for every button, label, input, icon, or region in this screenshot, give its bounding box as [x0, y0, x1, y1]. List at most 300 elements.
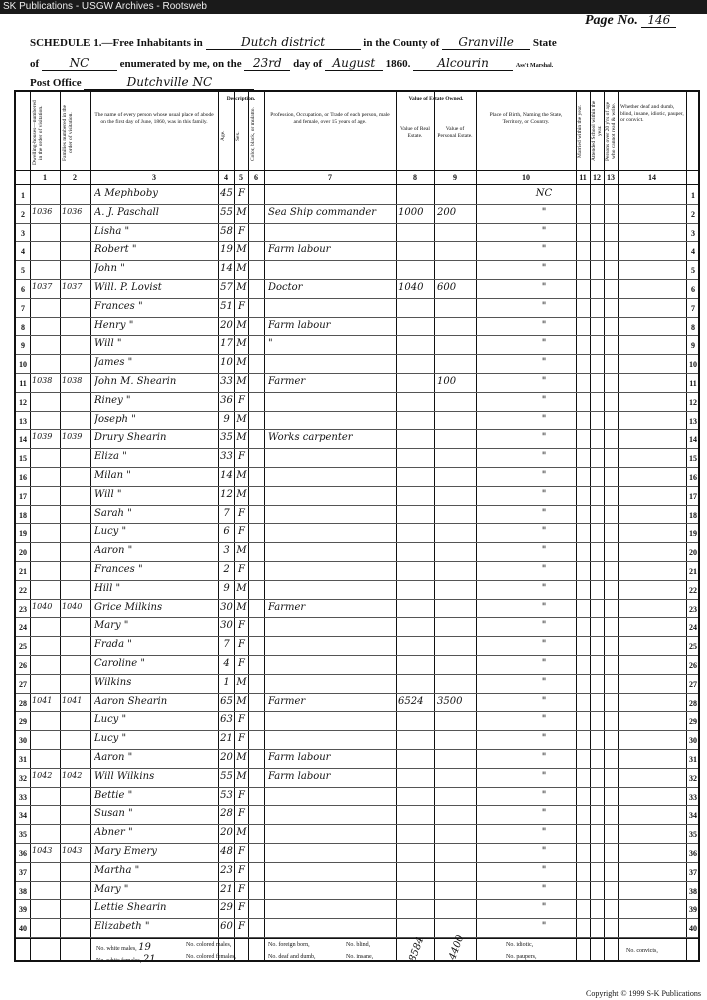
marshal-name: Alcourin — [413, 56, 513, 71]
page-label: Page No. — [585, 13, 638, 28]
family-number: 1040 — [62, 601, 83, 611]
line-number-right: 6 — [691, 285, 695, 294]
person-sex: F — [238, 714, 245, 726]
person-sex: M — [236, 432, 247, 444]
person-name: John " — [94, 263, 125, 275]
marshal-label: Ass't Marshal. — [515, 63, 554, 69]
line-number-right: 15 — [689, 454, 697, 464]
line-number-left: 22 — [19, 585, 27, 595]
person-sex: F — [238, 526, 245, 538]
person-age: 2 — [223, 564, 230, 575]
table-row — [16, 637, 698, 656]
person-name: Bettie " — [94, 789, 133, 801]
line-number-right: 13 — [689, 416, 697, 426]
person-sex: F — [238, 733, 245, 745]
table-row — [16, 224, 698, 243]
family-number: 1043 — [62, 846, 83, 855]
person-sex: M — [236, 752, 247, 763]
person-age: 14 — [220, 470, 233, 481]
person-name: A Mephboby — [94, 188, 158, 199]
birthplace: " — [541, 300, 547, 312]
person-sex: M — [236, 263, 247, 275]
line-number-left: 10 — [19, 360, 27, 370]
person-sex: M — [236, 545, 247, 557]
person-sex: F — [238, 808, 245, 820]
enumeration-line — [30, 56, 553, 71]
line-number-left: 13 — [19, 416, 27, 426]
white-males-label: No. white males, — [96, 946, 137, 952]
line-number-left: 17 — [19, 491, 27, 501]
white-females-value: 21 — [142, 954, 156, 965]
table-row — [16, 825, 698, 844]
table-row — [16, 543, 698, 562]
person-age: 1 — [223, 676, 230, 688]
birthplace: " — [541, 658, 547, 669]
header-school: Attended School within the year. — [591, 100, 603, 162]
line-number-right: 27 — [689, 679, 697, 689]
birthplace: " — [541, 789, 547, 801]
person-age: 30 — [220, 620, 233, 632]
line-number-left: 32 — [19, 773, 27, 783]
dwelling-number: 1043 — [32, 846, 53, 855]
copyright-notice: Copyright © 1999 S-K Publications — [586, 989, 701, 998]
header-personal-estate: Value of Personal Estate. — [437, 126, 473, 139]
line-number-right: 24 — [689, 623, 697, 633]
person-name: Lucy " — [94, 526, 127, 538]
line-number-left: 25 — [19, 642, 27, 652]
person-sex: M — [236, 695, 247, 707]
personal-estate-value: 100 — [437, 376, 457, 387]
person-age: 4 — [223, 658, 230, 669]
person-sex: M — [236, 488, 247, 500]
person-name: Susan " — [94, 808, 133, 820]
header-condition: Whether deaf and dumb, blind, insane, idiotic, pauper, or convict. — [620, 104, 684, 123]
schedule-label: SCHEDULE 1.—Free Inhabitants in — [30, 37, 203, 49]
birthplace: " — [541, 282, 547, 293]
state-value: NC — [42, 56, 117, 71]
person-age: 3 — [223, 545, 230, 557]
birthplace: " — [541, 639, 547, 651]
paupers-label: No. paupers, — [506, 954, 537, 960]
line-number-right: 4 — [691, 247, 695, 257]
person-age: 12 — [220, 488, 233, 500]
white-females-label: No. white females, — [96, 958, 142, 964]
line-number-right: 33 — [689, 792, 697, 802]
col-number: 8 — [413, 173, 417, 182]
person-age: 9 — [223, 413, 230, 425]
person-sex: F — [238, 864, 245, 876]
real-estate-value: 1000 — [398, 206, 424, 218]
person-occupation: Farm labour — [268, 770, 331, 782]
table-row — [16, 355, 698, 374]
total-real-estate: 8584 — [407, 935, 427, 964]
person-age: 9 — [223, 582, 230, 594]
person-age: 33 — [220, 376, 233, 387]
line-number-right: 38 — [689, 886, 697, 896]
person-age: 28 — [220, 808, 233, 820]
family-number: 1037 — [62, 282, 83, 291]
table-row — [16, 412, 698, 431]
person-name: Lucy " — [94, 733, 127, 745]
table-row — [16, 374, 698, 393]
person-name: Lettie Shearin — [94, 902, 167, 914]
line-number-right: 21 — [689, 567, 697, 576]
line-number-right: 1 — [691, 191, 695, 200]
line-number-left: 24 — [19, 623, 27, 633]
line-number-left: 5 — [21, 266, 25, 276]
person-age: 60 — [220, 921, 233, 933]
line-number-left: 6 — [21, 285, 25, 294]
person-name: Mary " — [94, 620, 129, 632]
foreign-born-label: No. foreign born, — [268, 942, 310, 948]
family-number: 1038 — [62, 376, 83, 385]
col-number: 10 — [522, 173, 530, 182]
colored-females-label: No. colored females, — [186, 954, 236, 960]
person-occupation: " — [268, 338, 273, 350]
header-rule — [16, 184, 698, 185]
person-name: Robert " — [94, 244, 137, 256]
birthplace: " — [541, 338, 547, 350]
person-name: Grice Milkins — [94, 601, 163, 613]
person-sex: M — [236, 244, 247, 256]
table-row — [16, 506, 698, 525]
person-name: Sarah " — [94, 507, 132, 519]
post-office-line — [30, 75, 254, 90]
person-occupation: Farm labour — [268, 244, 331, 256]
header-family: Families numbered in the order of visitation. — [62, 104, 74, 162]
person-name: Eliza " — [94, 451, 127, 463]
person-sex: F — [238, 507, 245, 519]
person-name: Milan " — [94, 470, 131, 481]
of-label: of — [30, 58, 40, 70]
line-number-right: 32 — [689, 773, 697, 783]
person-name: Martha " — [94, 864, 140, 876]
line-number-right: 25 — [689, 642, 697, 652]
person-sex: M — [236, 582, 247, 594]
line-number-left: 9 — [21, 341, 25, 351]
person-age: 20 — [220, 319, 233, 331]
line-number-left: 35 — [19, 830, 27, 840]
person-name: Will " — [94, 338, 122, 350]
birthplace: " — [541, 902, 547, 914]
idiotic-label: No. idiotic, — [506, 942, 534, 948]
person-age: 7 — [223, 507, 230, 519]
archive-watermark: SK Publications - USGW Archives - Rootsweb — [0, 0, 707, 14]
line-number-left: 8 — [21, 322, 25, 332]
birthplace: " — [541, 432, 547, 444]
header-name: The name of every person whose usual place of abode on the first day of June, 1860, was in this family. — [94, 112, 214, 125]
col-number: 3 — [152, 173, 156, 182]
line-number-right: 20 — [689, 548, 697, 558]
person-sex: F — [238, 564, 245, 575]
table-row — [16, 393, 698, 412]
person-age: 19 — [220, 244, 233, 256]
birthplace: " — [541, 676, 547, 688]
header-rule — [16, 170, 698, 171]
line-number-right: 12 — [689, 397, 697, 407]
line-number-left: 21 — [19, 567, 27, 576]
line-number-left: 3 — [21, 228, 25, 238]
birthplace: " — [541, 263, 547, 275]
person-name: James " — [94, 357, 133, 369]
deaf-dumb-label: No. deaf and dumb, — [268, 954, 316, 960]
line-number-right: 23 — [689, 604, 697, 614]
person-age: 17 — [220, 338, 233, 350]
header-dwelling: Dwelling-houses—numbered in the order of visitation. — [32, 100, 44, 166]
line-number-left: 20 — [19, 548, 27, 558]
birthplace: " — [541, 827, 547, 839]
post-office-value: Dutchville NC — [84, 75, 254, 90]
line-number-right: 30 — [689, 736, 697, 746]
table-row — [16, 863, 698, 882]
line-number-left: 37 — [19, 867, 27, 877]
birthplace: " — [541, 921, 547, 933]
person-name: Joseph " — [94, 413, 136, 425]
header-real-estate: Value of Real Estate. — [400, 126, 430, 139]
person-sex: M — [236, 470, 247, 481]
line-number-right: 18 — [689, 510, 697, 520]
person-name: A. J. Paschall — [94, 206, 159, 218]
line-number-left: 30 — [19, 736, 27, 746]
person-sex: F — [238, 451, 245, 463]
county-label: in the County of — [363, 37, 440, 49]
person-sex: M — [236, 827, 247, 839]
person-sex: F — [238, 902, 245, 914]
birthplace: " — [541, 733, 547, 745]
table-row — [16, 242, 698, 261]
person-age: 36 — [220, 394, 233, 406]
person-name: Hill " — [94, 582, 121, 594]
line-number-right: 29 — [689, 717, 697, 727]
line-number-left: 23 — [19, 604, 27, 614]
table-row — [16, 524, 698, 543]
census-sheet — [14, 90, 700, 965]
person-name: Lucy " — [94, 714, 127, 726]
family-number: 1039 — [62, 432, 83, 442]
person-occupation: Works carpenter — [268, 432, 353, 444]
person-sex: M — [236, 770, 247, 782]
table-row — [16, 900, 698, 919]
birthplace: " — [541, 770, 547, 782]
person-age: 63 — [220, 714, 233, 726]
birthplace: " — [541, 752, 547, 763]
table-row — [16, 712, 698, 731]
line-number-right: 16 — [689, 473, 697, 482]
col-number: 6 — [254, 173, 258, 182]
line-number-right: 3 — [691, 228, 695, 238]
person-sex: M — [236, 338, 247, 350]
birthplace: " — [541, 357, 547, 369]
dwelling-number: 1036 — [32, 206, 53, 216]
birthplace: " — [541, 413, 547, 425]
person-sex: M — [236, 376, 247, 387]
person-occupation: Farmer — [268, 601, 306, 613]
family-number: 1042 — [62, 770, 83, 780]
birthplace: " — [541, 451, 547, 463]
family-number: 1041 — [62, 695, 83, 705]
birthplace: " — [541, 601, 547, 613]
table-row — [16, 844, 698, 863]
table-row — [16, 882, 698, 901]
birthplace: NC — [535, 188, 553, 199]
schedule-line — [30, 35, 557, 50]
table-row — [16, 788, 698, 807]
line-number-right: 28 — [689, 698, 697, 708]
person-name: Will. P. Lovist — [94, 282, 162, 293]
person-name: Frada " — [94, 639, 132, 651]
year-label: 1860. — [385, 58, 411, 70]
header-birthplace: Place of Birth, Naming the State, Territory, or Country. — [489, 112, 563, 125]
birthplace: " — [541, 545, 547, 557]
person-name: Mary " — [94, 883, 129, 895]
line-number-left: 27 — [19, 679, 27, 689]
person-age: 57 — [220, 282, 233, 293]
person-name: Caroline " — [94, 658, 145, 669]
line-number-left: 12 — [19, 397, 27, 407]
person-occupation: Doctor — [268, 282, 303, 293]
line-number-right: 40 — [689, 924, 697, 934]
page-number-block — [585, 13, 676, 29]
table-row — [16, 919, 698, 938]
person-age: 23 — [220, 864, 233, 876]
birthplace: " — [541, 526, 547, 538]
col-number: 7 — [328, 173, 332, 182]
person-age: 21 — [220, 733, 233, 745]
white-males — [96, 942, 151, 953]
person-sex: M — [236, 319, 247, 331]
personal-estate-value: 600 — [437, 282, 457, 293]
col-number: 5 — [239, 173, 243, 182]
person-occupation: Farmer — [268, 695, 306, 707]
person-age: 65 — [220, 695, 233, 707]
person-age: 21 — [220, 883, 233, 895]
table-row — [16, 280, 698, 299]
person-age: 29 — [220, 902, 233, 914]
real-estate-value: 1040 — [398, 282, 424, 293]
header-estate: Value of Estate Owned. — [408, 96, 464, 102]
col-number: 14 — [648, 173, 656, 182]
col-number: 4 — [224, 173, 228, 182]
header-description: Description. — [226, 96, 256, 102]
post-office-label: Post Office — [30, 77, 82, 89]
person-name: Will " — [94, 488, 122, 500]
line-number-left: 11 — [19, 379, 27, 388]
table-row — [16, 468, 698, 487]
table-row — [16, 618, 698, 637]
family-number: 1036 — [62, 206, 83, 216]
line-number-right: 36 — [689, 849, 697, 858]
person-age: 33 — [220, 451, 233, 463]
line-number-left: 34 — [19, 811, 27, 821]
line-number-left: 29 — [19, 717, 27, 727]
person-age: 6 — [223, 526, 230, 538]
person-sex: F — [238, 394, 245, 406]
header-married: Married within the year. — [577, 104, 583, 158]
birthplace: " — [541, 225, 547, 237]
dwelling-number: 1042 — [32, 770, 53, 780]
person-name: Elizabeth " — [94, 921, 150, 933]
line-number-left: 2 — [21, 209, 25, 219]
person-sex: F — [238, 883, 245, 895]
birthplace: " — [541, 488, 547, 500]
person-name: Will Wilkins — [94, 770, 155, 782]
table-row — [16, 449, 698, 468]
line-number-right: 34 — [689, 811, 697, 821]
col-number: 1 — [43, 173, 47, 182]
dwelling-number: 1037 — [32, 282, 53, 291]
table-row — [16, 769, 698, 788]
person-sex: M — [236, 282, 247, 293]
table-row — [16, 581, 698, 600]
line-number-left: 16 — [19, 473, 27, 482]
line-number-left: 26 — [19, 661, 27, 670]
col-number: 11 — [579, 173, 587, 182]
line-number-left: 40 — [19, 924, 27, 934]
person-age: 14 — [220, 263, 233, 275]
white-males-value: 19 — [138, 942, 151, 953]
person-occupation: Sea Ship commander — [268, 206, 377, 218]
line-number-left: 1 — [21, 191, 25, 200]
header-sex: Sex. — [235, 131, 241, 141]
personal-estate-value: 200 — [437, 206, 457, 218]
birthplace: " — [541, 319, 547, 331]
person-sex: F — [238, 188, 245, 199]
line-number-right: 11 — [689, 379, 697, 388]
header-age: Age. — [220, 130, 226, 142]
col-number: 12 — [593, 173, 601, 182]
line-number-right: 8 — [691, 322, 695, 332]
person-name: Riney " — [94, 394, 131, 406]
month-value: August — [325, 56, 383, 71]
dwelling-number: 1040 — [32, 601, 53, 611]
line-number-right: 37 — [689, 867, 697, 877]
line-number-left: 36 — [19, 849, 27, 858]
person-sex: F — [238, 658, 245, 669]
person-age: 20 — [220, 752, 233, 763]
dwelling-number: 1039 — [32, 432, 53, 442]
dwelling-number: 1041 — [32, 695, 53, 705]
table-row — [16, 750, 698, 769]
person-occupation: Farm labour — [268, 319, 331, 331]
line-number-right: 2 — [691, 209, 695, 219]
person-age: 7 — [223, 639, 230, 651]
birthplace: " — [541, 808, 547, 820]
col-number: 2 — [73, 173, 77, 182]
line-number-right: 26 — [689, 661, 697, 670]
birthplace: " — [541, 695, 547, 707]
person-sex: F — [238, 620, 245, 632]
person-sex: M — [236, 357, 247, 369]
birthplace: " — [541, 244, 547, 256]
person-name: Aaron " — [94, 545, 133, 557]
birthplace: " — [541, 564, 547, 575]
birthplace: " — [541, 883, 547, 895]
person-age: 45 — [220, 188, 233, 199]
birthplace: " — [541, 582, 547, 594]
day-value: 23rd — [244, 56, 290, 71]
person-name: Abner " — [94, 827, 133, 839]
person-sex: M — [236, 206, 247, 218]
birthplace: " — [541, 394, 547, 406]
table-row — [16, 656, 698, 675]
person-name: Aaron Shearin — [94, 695, 168, 707]
table-row — [16, 186, 698, 205]
person-sex: F — [238, 639, 245, 651]
line-number-right: 22 — [689, 585, 697, 595]
person-age: 10 — [220, 357, 233, 369]
line-number-left: 7 — [21, 303, 25, 313]
person-sex: F — [238, 300, 245, 312]
